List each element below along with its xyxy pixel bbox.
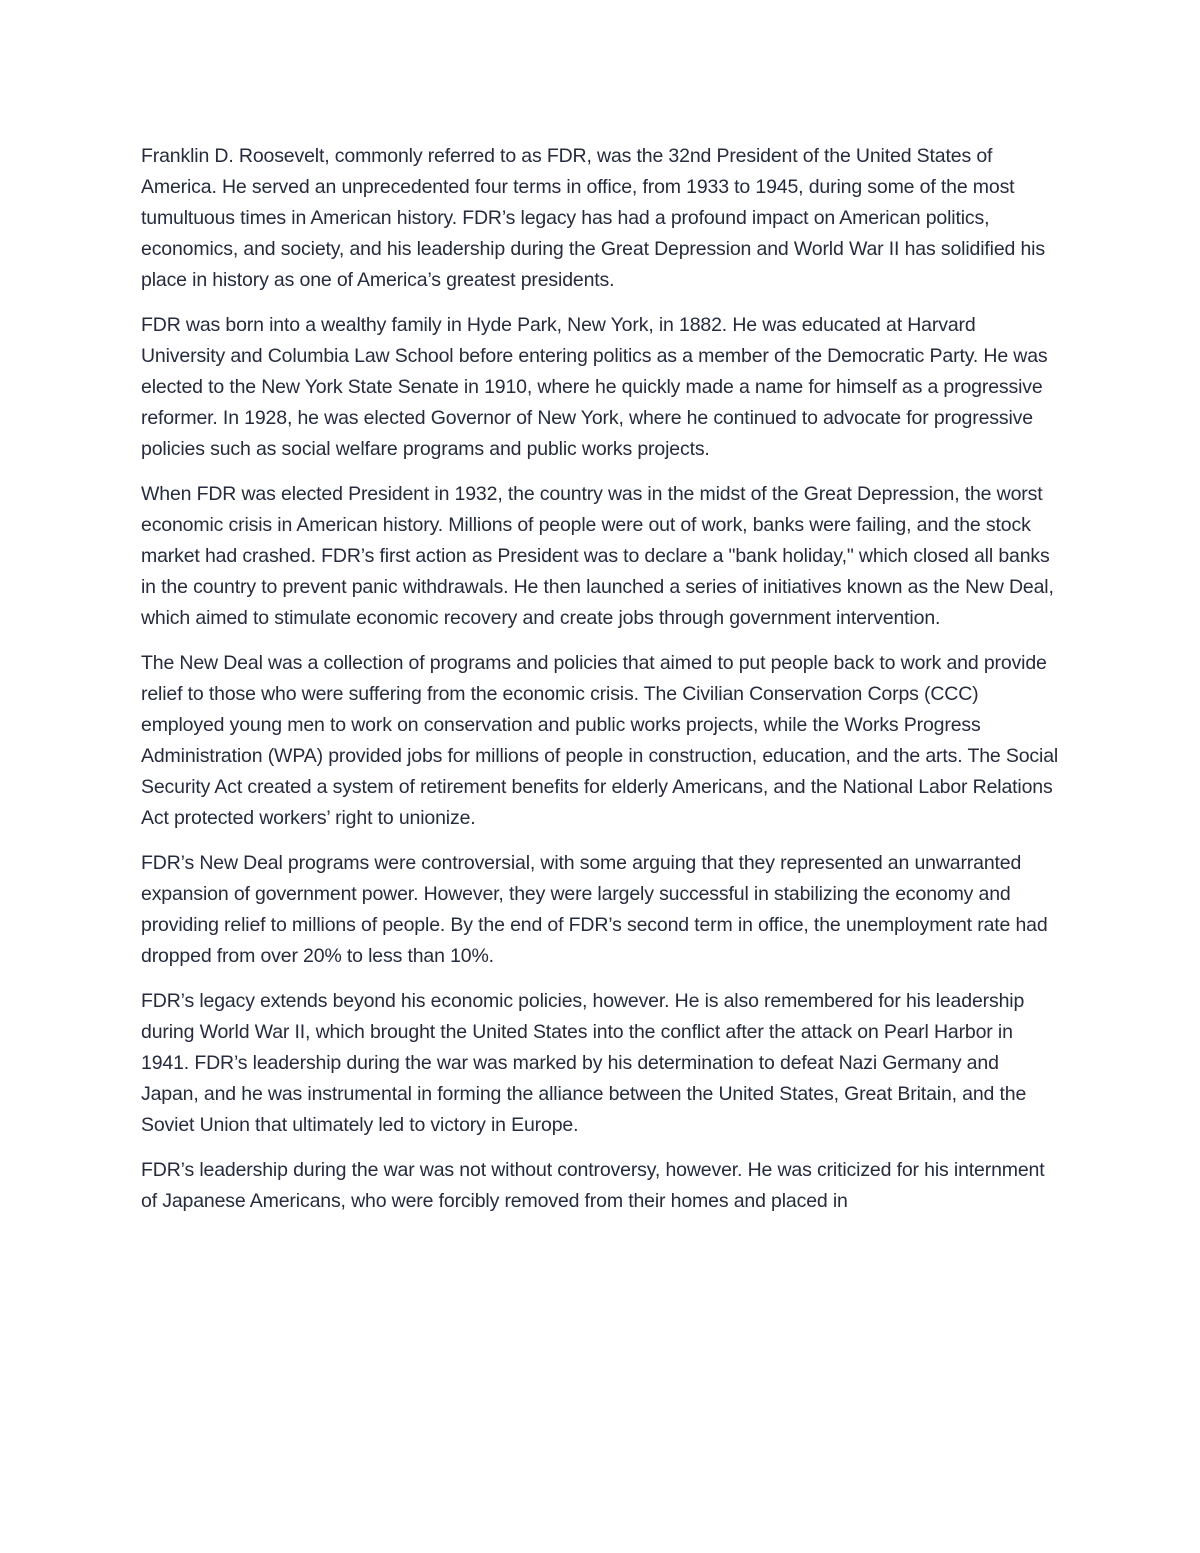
paragraph-new-deal: The New Deal was a collection of programs and policies that aimed to put people back to work and provide relief to those who were suffering from the economic crisis. The Civilian Conservation Corps (CCC) employed young men to work on conservation and public works projects, while the Works Progress Administration (WPA) provided jobs for millions of people in construction, education, and the arts. The Social Security Act created a system of retirement benefits for elderly Americans, and the National Labor Relations Act protected workers’ right to unionize. [141, 652, 1059, 829]
document-body [141, 141, 1061, 1231]
paragraph-new-deal-controversy: FDR’s New Deal programs were controversial, with some arguing that they represented an unwarranted expansion of government power. However, they were largely successful in stabilizing the economy and providing relief to millions of people. By the end of FDR’s second term in office, the unemployment rate had dropped from over 20% to less than 10%. [141, 852, 1048, 967]
paragraph-great-depression: When FDR was elected President in 1932, the country was in the midst of the Great Depression, the worst economic crisis in American history. Millions of people were out of work, banks were failing, and the stock market had crashed. FDR’s first action as President was to declare a "bank holiday," which closed all banks in the country to prevent panic withdrawals. He then launched a series of initiatives known as the New Deal, which aimed to stimulate economic recovery and create jobs through government intervention. [141, 483, 1054, 629]
paragraph-world-war-ii: FDR’s legacy extends beyond his economic policies, however. He is also remembered for his leadership during World War II, which brought the United States into the conflict after the attack on Pearl Harbor in 1941. FDR’s leadership during the war was marked by his determination to defeat Nazi Germany and Japan, and he was instrumental in forming the alliance between the United States, Great Britain, and the Soviet Union that ultimately led to victory in Europe. [141, 990, 1027, 1136]
paragraph-early-life: FDR was born into a wealthy family in Hyde Park, New York, in 1882. He was educated at Harvard University and Columbia Law School before entering politics as a member of the Democratic Party. He was elected to the New York State Senate in 1910, where he quickly made a name for himself as a progressive reformer. In 1928, he was elected Governor of New York, where he continued to advocate for progressive policies such as social welfare programs and public works projects. [141, 314, 1048, 460]
paragraph-intro: Franklin D. Roosevelt, commonly referred to as FDR, was the 32nd President of the United States of America. He served an unprecedented four terms in office, from 1933 to 1945, during some of the most tumultuous times in American history. FDR’s legacy has had a profound impact on American politics, economics, and society, and his leadership during the Great Depression and World War II has solidified his place in history as one of America’s greatest presidents. [141, 145, 1045, 291]
paragraph-war-controversy: FDR’s leadership during the war was not without controversy, however. He was criticized for his internment of Japanese Americans, who were forcibly removed from their homes and placed in [141, 1159, 1045, 1212]
